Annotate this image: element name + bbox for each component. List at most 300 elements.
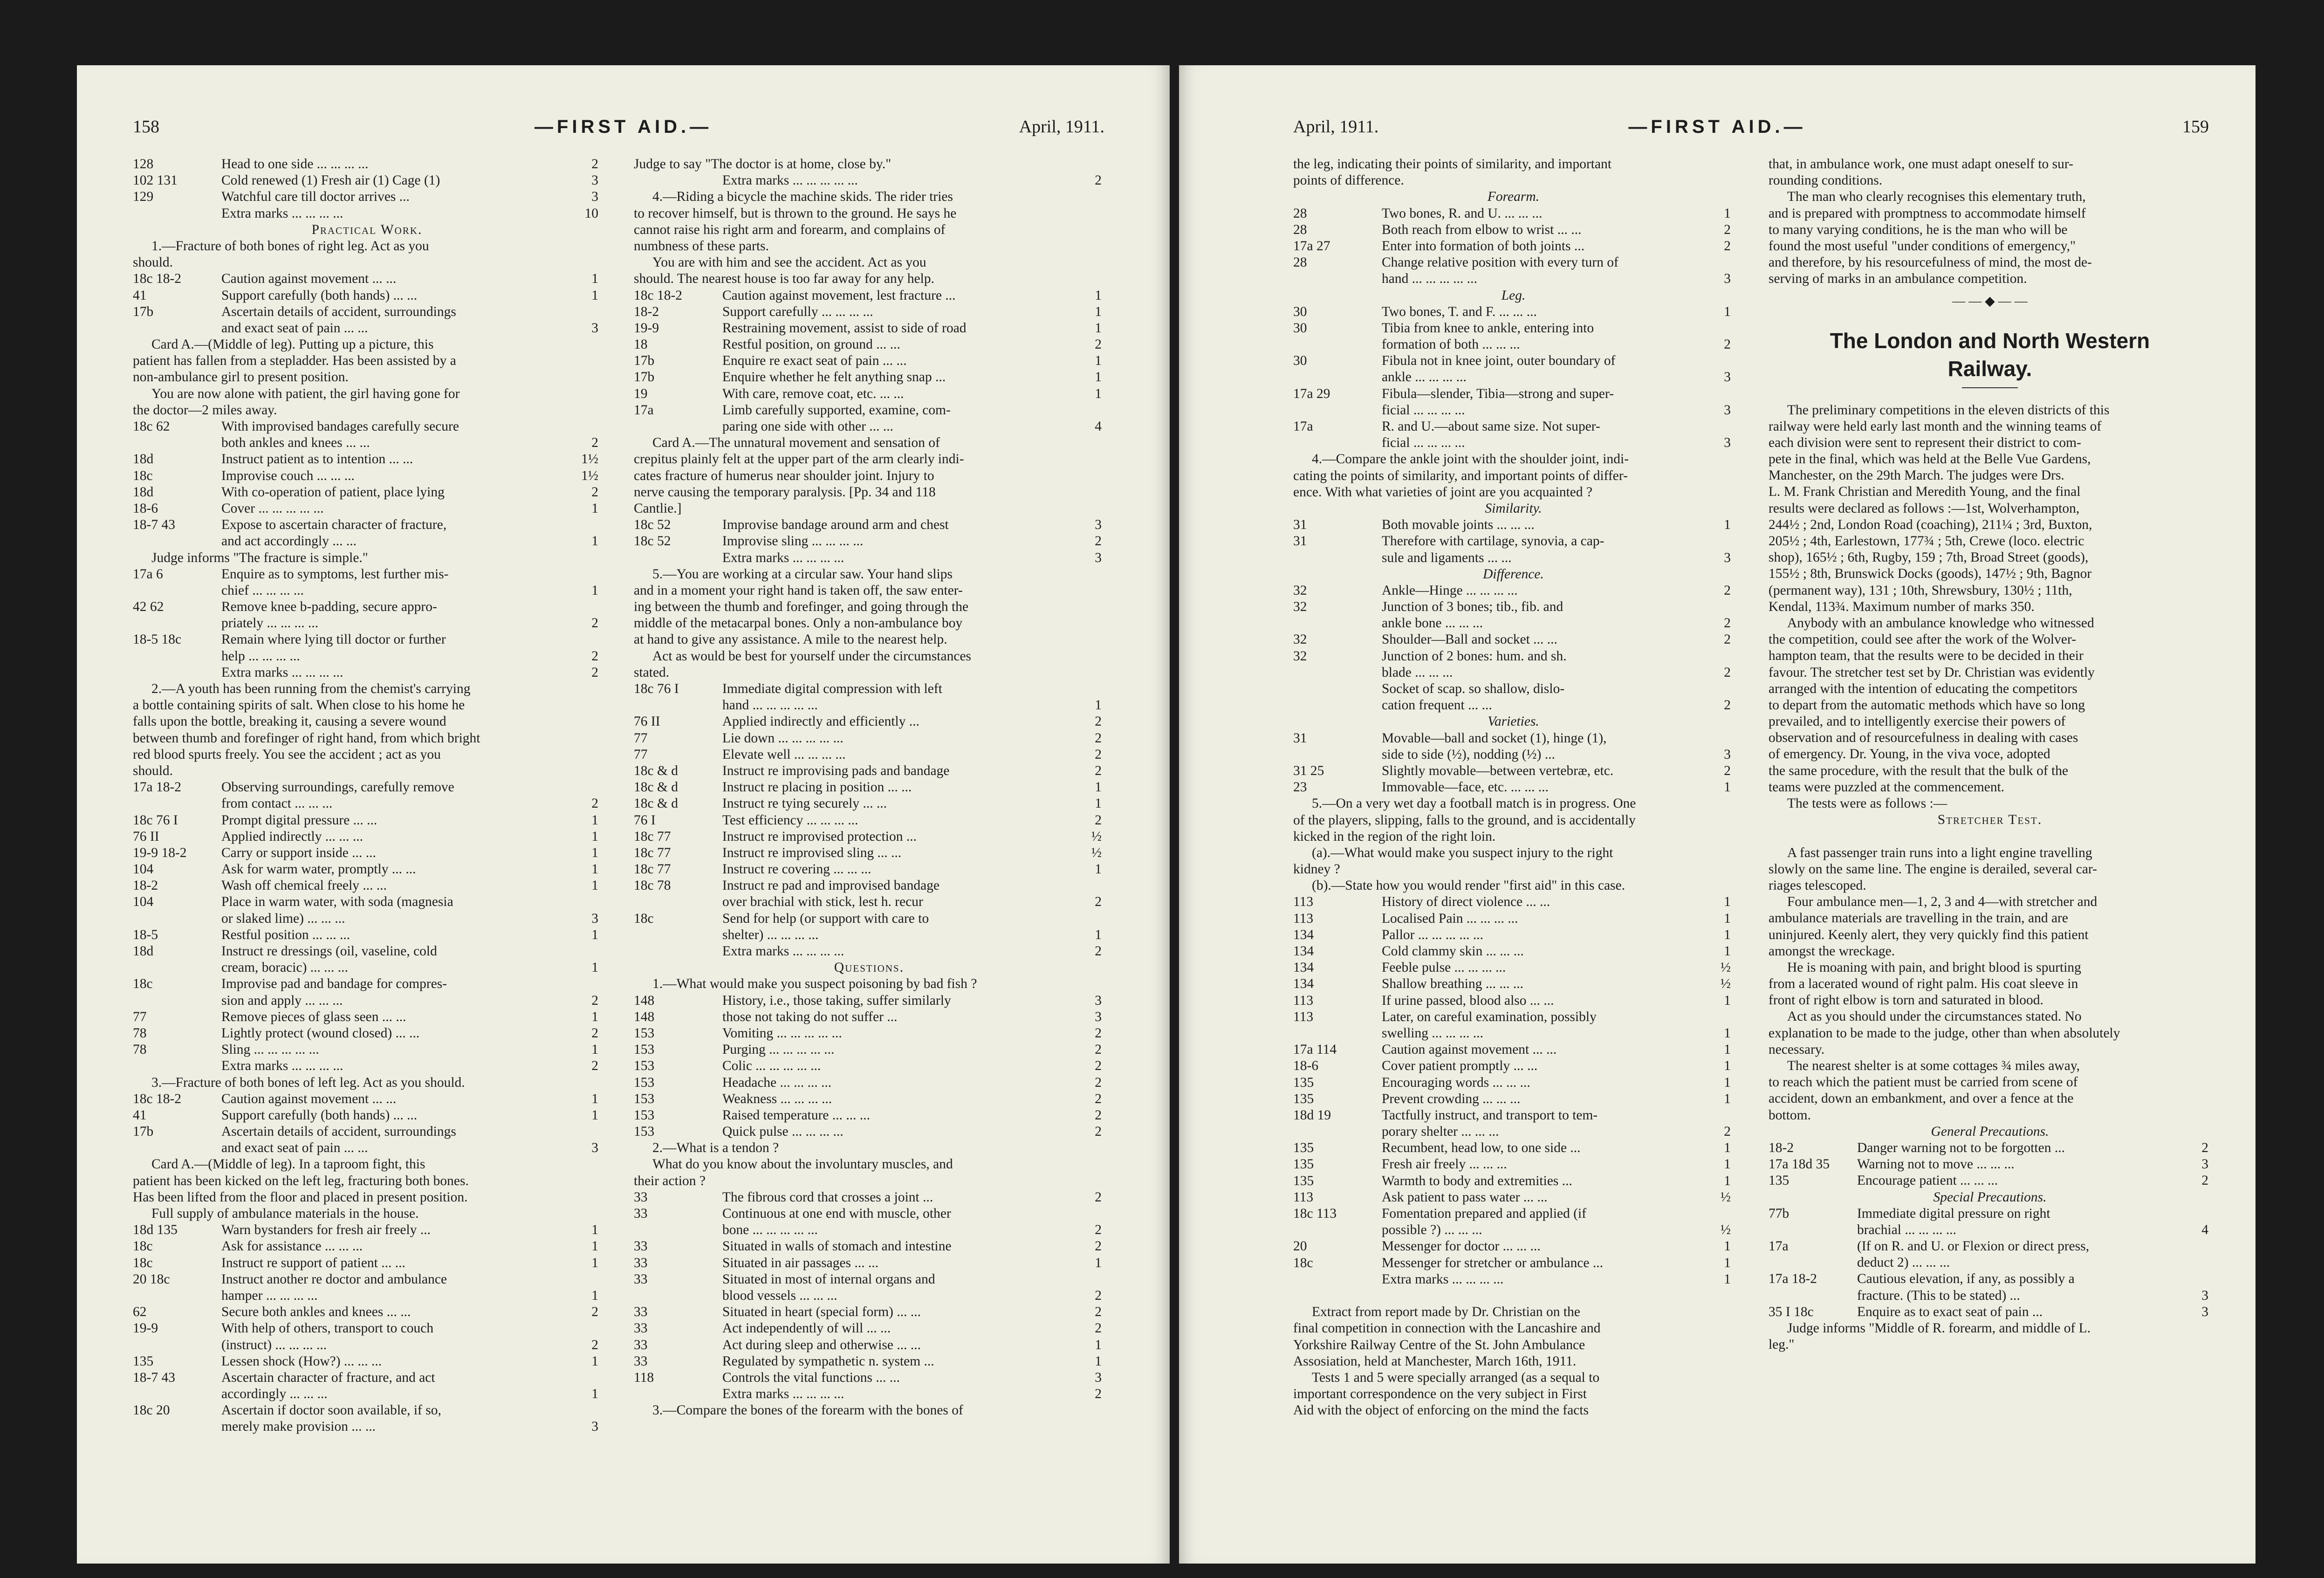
mark-description: Test efficiency ... ... ... ... xyxy=(722,812,858,828)
reference-code: 104 xyxy=(133,862,154,877)
reference-code: 20 xyxy=(1293,1239,1307,1254)
reference-code: 31 xyxy=(1293,517,1307,533)
paragraph-line: Has been lifted from the floor and placed in present position. xyxy=(133,1189,468,1205)
mark-row xyxy=(634,1124,1104,1140)
mark-description: Extra marks ... ... ... ... xyxy=(722,550,844,565)
reference-code: 17a 18-2 xyxy=(133,780,182,795)
mark-value: ½ xyxy=(1720,960,1731,975)
mark-value: 1 xyxy=(1724,206,1731,221)
mark-description: With improvised bandages carefully secure xyxy=(221,419,459,434)
mark-description: (instruct) ... ... ... ... xyxy=(221,1337,327,1352)
reference-code: 42 62 xyxy=(133,599,164,615)
paragraph-line: kidney ? xyxy=(1293,862,1340,877)
section-heading: Leg. xyxy=(1501,288,1526,303)
mark-value: 2 xyxy=(1724,616,1731,631)
reference-code: 18-2 xyxy=(634,304,659,319)
mark-value: 2 xyxy=(1095,747,1102,762)
mark-row xyxy=(1293,1140,1734,1156)
mark-value: 3 xyxy=(1095,1009,1102,1024)
mark-row xyxy=(1293,1271,1734,1288)
reference-code: 17a 18d 35 xyxy=(1769,1157,1830,1172)
mark-value: 2 xyxy=(591,484,598,500)
mark-value: 2 xyxy=(591,665,598,680)
mark-description: Situated in air passages ... ... xyxy=(722,1255,879,1270)
mark-description: Ascertain details of accident, surroundings xyxy=(221,304,456,319)
mark-description: Improvise bandage around arm and chest xyxy=(722,517,949,533)
right-page xyxy=(1179,65,2255,1564)
mark-row xyxy=(133,1091,601,1107)
mark-row xyxy=(1293,550,1734,566)
mark-row xyxy=(133,796,601,812)
paragraph-line: falls upon the bottle, breaking it, causing a severe wound xyxy=(133,714,446,729)
reference-code: 33 xyxy=(634,1353,648,1369)
mark-row xyxy=(1769,1156,2211,1173)
mark-description: Prevent crowding ... ... ... xyxy=(1382,1091,1521,1106)
mark-row xyxy=(133,599,601,615)
reference-code: 134 xyxy=(1293,976,1314,992)
mark-row xyxy=(1293,665,1734,681)
mark-value: 3 xyxy=(2201,1304,2208,1319)
mark-row xyxy=(1293,993,1734,1009)
mark-row xyxy=(133,484,601,501)
reference-code: 18-7 43 xyxy=(133,517,175,533)
mark-description: Instruct re dressings (oil, vaseline, cold xyxy=(221,944,437,959)
reference-code: 76 I xyxy=(634,812,656,828)
reference-code: 17a xyxy=(1769,1239,1789,1254)
mark-value: 2 xyxy=(1095,1386,1102,1402)
mark-row xyxy=(1293,730,1734,747)
mark-value: 3 xyxy=(1095,517,1102,533)
left-page xyxy=(77,65,1170,1564)
reference-code: 28 xyxy=(1293,255,1307,270)
mark-row xyxy=(1293,681,1734,697)
mark-row xyxy=(1293,254,1734,271)
mark-value: 1½ xyxy=(581,452,598,467)
paragraph-line: patient has been kicked on the left leg, fracturing both bones. xyxy=(133,1173,469,1188)
mark-row xyxy=(1293,353,1734,369)
mark-row xyxy=(1769,1238,2211,1255)
mark-description: Place in warm water, with soda (magnesia xyxy=(221,894,453,910)
mark-description: Restful position ... ... ... xyxy=(221,927,350,942)
mark-description: Continuous at one end with muscle, other xyxy=(722,1206,951,1221)
mark-value: 1½ xyxy=(581,468,598,483)
paragraph-line: The nearest shelter is at some cottages ¾ miles away, xyxy=(1787,1058,2080,1073)
reference-code: 153 xyxy=(634,1124,655,1139)
paragraph-line: (permanent way), 131 ; 10th, Shrewsbury, 130½ ; 11th, xyxy=(1769,583,2072,598)
mark-row xyxy=(133,1419,601,1435)
mark-row xyxy=(133,812,601,829)
mark-value: 1 xyxy=(591,1386,598,1402)
mark-description: hand ... ... ... ... ... xyxy=(722,698,818,713)
mark-value: 1 xyxy=(1724,1025,1731,1041)
mark-description: Regulated by sympathetic n. system ... xyxy=(722,1353,934,1369)
mark-description: Weakness ... ... ... ... xyxy=(722,1091,832,1106)
mark-description: Remove knee b-padding, secure appro- xyxy=(221,599,437,615)
paragraph-line: The preliminary competitions in the eleven districts of this xyxy=(1787,402,2110,418)
mark-description: ankle ... ... ... ... xyxy=(1382,370,1467,385)
reference-code: 129 xyxy=(133,189,154,205)
mark-value: 1 xyxy=(591,1107,598,1123)
paragraph-line: Anybody with an ambulance knowledge who witnessed xyxy=(1787,615,2094,631)
mark-description: bone ... ... ... ... ... xyxy=(722,1222,818,1238)
mark-description: Remain where lying till doctor or further xyxy=(221,632,446,647)
mark-row xyxy=(1293,222,1734,238)
mark-value: 2 xyxy=(1724,337,1731,352)
reference-code: 18c & d xyxy=(634,780,679,795)
paragraph-line: each division were sent to represent their district to com- xyxy=(1769,435,2081,450)
mark-description: Both movable joints ... ... ... xyxy=(1382,517,1535,533)
paragraph-line: kicked in the region of the right loin. xyxy=(1293,829,1496,844)
reference-code: 18c xyxy=(133,976,153,992)
reference-code: 134 xyxy=(1293,927,1314,942)
mark-description: Head to one side ... ... ... ... xyxy=(221,157,369,172)
mark-description: Lightly protect (wound closed) ... ... xyxy=(221,1025,420,1041)
mark-row xyxy=(1293,1042,1734,1058)
mark-value: 3 xyxy=(1724,435,1731,451)
reference-code: 102 131 xyxy=(133,173,178,188)
paragraph-line: Judge informs "Middle of R. forearm, and middle of L. xyxy=(1787,1321,2091,1336)
mark-description: Applied indirectly ... ... ... xyxy=(221,829,363,844)
paragraph-line: Judge informs "The fracture is simple." xyxy=(151,550,368,565)
mark-value: 2 xyxy=(1095,730,1102,746)
mark-description: merely make provision ... ... xyxy=(221,1419,376,1434)
mark-row xyxy=(1769,1288,2211,1304)
mark-description: Elevate well ... ... ... ... xyxy=(722,747,846,762)
mark-description: Remove pieces of glass seen ... ... xyxy=(221,1009,406,1024)
paragraph-line: The tests were as follows :— xyxy=(1787,796,1947,811)
paragraph-line: prevailed, and to intelligently exercise their powers of xyxy=(1769,714,2066,729)
mark-row xyxy=(1293,320,1734,336)
mark-description: Enquire re exact seat of pain ... ... xyxy=(722,353,907,369)
mark-row xyxy=(133,1320,601,1337)
reference-code: 18c 52 xyxy=(634,534,671,549)
paragraph-line: favour. The stretcher test set by Dr. Christian was evidently xyxy=(1769,665,2095,680)
paragraph-line: (a).—What would make you suspect injury to the right xyxy=(1312,845,1613,860)
mark-description: Lie down ... ... ... ... ... xyxy=(722,730,843,746)
mark-row xyxy=(133,861,601,878)
mark-value: 1 xyxy=(591,829,598,844)
mark-row xyxy=(1293,206,1734,222)
mark-description: Situated in most of internal organs and xyxy=(722,1271,935,1287)
paragraph-line: the same procedure, with the result that the bulk of the xyxy=(1769,763,2069,778)
mark-row xyxy=(1293,960,1734,976)
mark-description: Ankle—Hinge ... ... ... ... xyxy=(1382,583,1518,598)
paragraph-line: middle of the metacarpal bones. Only a non-ambulance boy xyxy=(634,616,963,631)
mark-description: or slaked lime) ... ... ... xyxy=(221,911,345,926)
reference-code: 18c 18-2 xyxy=(133,271,182,287)
section-heading: Difference. xyxy=(1483,566,1544,582)
mark-description: Headache ... ... ... ... xyxy=(722,1075,832,1090)
mark-row xyxy=(634,812,1104,829)
right-column-1 xyxy=(1293,156,1734,1508)
reference-code: 32 xyxy=(1293,583,1307,598)
mark-row xyxy=(634,747,1104,763)
mark-description: Localised Pain ... ... ... ... xyxy=(1382,911,1518,926)
paragraph-line: accident, down an embankment, and over a fence at the xyxy=(1769,1091,2074,1106)
mark-description: formation of both ... ... ... xyxy=(1382,337,1520,352)
mark-description: Ascertain details of accident, surroundings xyxy=(221,1124,456,1139)
paragraph-line: points of difference. xyxy=(1293,173,1404,188)
mark-description: Expose to ascertain character of fracture, xyxy=(221,517,447,533)
mark-description: Extra marks ... ... ... ... xyxy=(722,944,844,959)
mark-value: 1 xyxy=(591,1009,598,1024)
mark-description: R. and U.—about same size. Not super- xyxy=(1382,419,1600,434)
mark-row xyxy=(634,911,1104,927)
paragraph-line: observation and of resourcefulness in dealing with cases xyxy=(1769,730,2078,746)
mark-description: (If on R. and U. or Flexion or direct press, xyxy=(1857,1239,2090,1254)
article-title-line: Railway. xyxy=(1947,356,2032,381)
mark-description: deduct 2) ... ... ... xyxy=(1857,1255,1950,1270)
mark-row xyxy=(634,730,1104,747)
paragraph-line: the competition, could see after the work of the Wolver- xyxy=(1769,632,2077,647)
mark-value: 1 xyxy=(1724,1271,1731,1287)
mark-row xyxy=(634,517,1104,533)
mark-row xyxy=(634,1058,1104,1074)
reference-code: 18d xyxy=(133,452,154,467)
reference-code: 76 II xyxy=(634,714,660,729)
reference-code: 78 xyxy=(133,1042,147,1057)
mark-row xyxy=(133,1009,601,1025)
mark-value: 2 xyxy=(1095,1189,1102,1205)
paragraph-line: 2.—A youth has been running from the chemist's carrying xyxy=(151,681,471,696)
mark-value: 3 xyxy=(1095,993,1102,1008)
mark-row xyxy=(634,320,1104,336)
mark-row xyxy=(133,451,601,467)
reference-code: 18c 76 I xyxy=(634,681,679,696)
mark-row xyxy=(634,1320,1104,1337)
mark-value: 1 xyxy=(1095,370,1102,385)
section-heading: Similarity. xyxy=(1485,501,1542,516)
mark-row xyxy=(634,1353,1104,1370)
mark-value: 1 xyxy=(591,583,598,598)
mark-row xyxy=(1293,927,1734,943)
mark-description: Extra marks ... ... ... ... xyxy=(221,206,343,221)
paragraph-line: at hand to give any assistance. A mile to the nearest help. xyxy=(634,632,947,647)
mark-value: 3 xyxy=(591,911,598,926)
reference-code: 28 xyxy=(1293,222,1307,237)
mark-description: Cold clammy skin ... ... ... xyxy=(1382,944,1524,959)
mark-description: Immediate digital pressure on right xyxy=(1857,1206,2050,1221)
mark-value: 1 xyxy=(1724,944,1731,959)
mark-row xyxy=(133,419,601,435)
paragraph-line: 4.—Compare the ankle joint with the shoulder joint, indi- xyxy=(1312,452,1629,467)
mark-value: 2 xyxy=(1724,698,1731,713)
mark-row xyxy=(1293,1058,1734,1074)
mark-value: 1 xyxy=(591,534,598,549)
mark-description: Situated in heart (special form) ... ... xyxy=(722,1304,921,1320)
mark-description: Caution against movement ... ... xyxy=(221,271,397,287)
reference-code: 17b xyxy=(133,304,154,319)
mark-description: Encouraging words ... ... ... xyxy=(1382,1075,1530,1090)
mark-value: 2 xyxy=(591,993,598,1008)
paragraph-line: Four ambulance men—1, 2, 3 and 4—with stretcher and xyxy=(1787,894,2098,910)
mark-description: Vomiting ... ... ... ... ... xyxy=(722,1025,842,1041)
mark-value: 1 xyxy=(1724,894,1731,910)
reference-code: 32 xyxy=(1293,599,1307,615)
mark-value: 2 xyxy=(1095,812,1102,828)
reference-code: 17b xyxy=(133,1124,154,1139)
mark-description: Instruct re improvised protection ... xyxy=(722,829,917,844)
mark-row xyxy=(1293,1206,1734,1222)
mark-row xyxy=(133,172,601,189)
mark-value: 2 xyxy=(2201,1173,2208,1188)
reference-code: 17a 27 xyxy=(1293,238,1330,254)
mark-value: 1 xyxy=(1095,1255,1102,1270)
paragraph-line: L. M. Frank Christian and Meredith Young, and the final xyxy=(1769,484,2081,500)
mark-description: Instruct re support of patient ... ... xyxy=(221,1255,405,1270)
mark-row xyxy=(634,1091,1104,1107)
mark-value: 3 xyxy=(1724,550,1731,565)
reference-code: 18d xyxy=(133,484,154,500)
mark-value: 3 xyxy=(591,189,598,205)
mark-row xyxy=(1293,1107,1734,1124)
mark-row xyxy=(634,1271,1104,1288)
reference-code: 33 xyxy=(634,1206,648,1221)
paragraph-line: numbness of these parts. xyxy=(634,238,769,254)
paragraph-line: pete in the final, which was held at the Belle Vue Gardens, xyxy=(1769,452,2091,467)
mark-value: 3 xyxy=(1724,271,1731,287)
mark-description: Controls the vital functions ... ... xyxy=(722,1370,900,1385)
paragraph-line: should. xyxy=(133,763,173,778)
mark-row xyxy=(634,1042,1104,1058)
mark-description: If urine passed, blood also ... ... xyxy=(1382,993,1554,1008)
mark-value: 1 xyxy=(591,878,598,893)
mark-row xyxy=(133,1042,601,1058)
mark-value: 3 xyxy=(1724,370,1731,385)
mark-row xyxy=(133,779,601,796)
mark-value: 1 xyxy=(591,1042,598,1057)
mark-description: Slightly movable—between vertebræ, etc. xyxy=(1382,763,1614,778)
mark-description: Wash off chemical freely ... ... xyxy=(221,878,387,893)
mark-row xyxy=(1293,533,1734,549)
reference-code: 41 xyxy=(133,1107,147,1123)
paragraph-line: patient has fallen from a stepladder. Has been assisted by a xyxy=(133,353,456,369)
reference-code: 17a xyxy=(634,402,654,418)
mark-row xyxy=(1293,747,1734,763)
paragraph-line: their action ? xyxy=(634,1173,706,1188)
paragraph-line: stated. xyxy=(634,665,670,680)
mark-row xyxy=(1293,1222,1734,1238)
paragraph-line: Card A.—(Middle of leg). Putting up a picture, this xyxy=(151,337,434,352)
reference-code: 32 xyxy=(1293,632,1307,647)
reference-code: 18c 62 xyxy=(133,419,170,434)
mark-description: Instruct patient as to intention ... ... xyxy=(221,452,413,467)
mark-description: possible ?) ... ... ... xyxy=(1382,1222,1482,1238)
mark-row xyxy=(1293,1189,1734,1206)
right-column-2 xyxy=(1769,156,2211,1508)
paragraph-line: hampton team, that the results were to be decided in their xyxy=(1769,648,2084,664)
mark-row xyxy=(634,1206,1104,1222)
mark-description: Immediate digital compression with left xyxy=(722,681,942,696)
mark-row xyxy=(133,845,601,861)
mark-description: Observing surroundings, carefully remove xyxy=(221,780,454,795)
reference-code: 33 xyxy=(634,1271,648,1287)
paragraph-line: to depart from the automatic methods which have so long xyxy=(1769,697,2085,713)
paragraph-line: Tests 1 and 5 were specially arranged (as a sequal to xyxy=(1312,1370,1600,1385)
reference-code: 135 xyxy=(1293,1173,1314,1188)
right-page-header xyxy=(1179,117,2255,144)
mark-value: 1 xyxy=(1095,1337,1102,1352)
mark-value: 3 xyxy=(591,1419,598,1434)
mark-value: 2 xyxy=(1095,1288,1102,1303)
mark-value: 1 xyxy=(591,927,598,942)
paragraph-line: Judge to say "The doctor is at home, close by." xyxy=(634,157,891,172)
mark-row xyxy=(1293,976,1734,992)
mark-row xyxy=(133,1353,601,1370)
section-heading: Practical Work. xyxy=(311,222,423,237)
mark-description: Instruct re improvising pads and bandage xyxy=(722,763,950,778)
reference-code: 148 xyxy=(634,1009,655,1024)
paragraph-line: explanation to be made to the judge, other than when absolutely xyxy=(1769,1025,2120,1041)
mark-description: Instruct re covering ... ... ... xyxy=(722,862,871,877)
mark-description: side to side (½), nodding (½) ... xyxy=(1382,747,1555,762)
reference-code: 19-9 18-2 xyxy=(133,845,187,860)
mark-description: Extra marks ... ... ... ... xyxy=(722,1386,844,1402)
mark-row xyxy=(1293,1156,1734,1173)
mark-value: 1 xyxy=(1095,386,1102,401)
mark-description: help ... ... ... ... xyxy=(221,648,300,664)
reference-code: 148 xyxy=(634,993,655,1008)
reference-code: 134 xyxy=(1293,944,1314,959)
section-heading: Questions. xyxy=(834,960,905,975)
reference-code: 18c xyxy=(1293,1255,1313,1270)
mark-row xyxy=(1769,1304,2211,1320)
reference-code: 18d 135 xyxy=(133,1222,178,1238)
paragraph-line: ing between the thumb and forefinger, and going through the xyxy=(634,599,969,615)
mark-row xyxy=(634,288,1104,304)
reference-code: 18c 20 xyxy=(133,1403,170,1418)
mark-description: paring one side with other ... ... xyxy=(722,419,894,434)
mark-row xyxy=(133,271,601,287)
article-intro xyxy=(1769,156,2211,288)
mark-row xyxy=(1293,648,1734,665)
mark-row xyxy=(634,779,1104,796)
mark-description: Messenger for doctor ... ... ... xyxy=(1382,1239,1541,1254)
reference-code: 41 xyxy=(133,288,147,303)
reference-code: 33 xyxy=(634,1239,648,1254)
mark-row xyxy=(133,468,601,484)
mark-description: Applied indirectly and efficiently ... xyxy=(722,714,919,729)
mark-row xyxy=(634,550,1104,566)
mark-row xyxy=(133,1271,601,1288)
mark-description: swelling ... ... ... ... xyxy=(1382,1025,1483,1041)
mark-row xyxy=(1293,419,1734,435)
paragraph-line: railway were held early last month and the winning teams of xyxy=(1769,419,2102,434)
paragraph-line: important correspondence on the very subject in First xyxy=(1293,1386,1587,1402)
mark-value: 1 xyxy=(591,501,598,516)
reference-code: 19 xyxy=(634,386,648,401)
reference-code: 135 xyxy=(133,1353,154,1369)
section-heading: General Precautions. xyxy=(1931,1124,2049,1139)
reference-code: 113 xyxy=(1293,993,1314,1008)
paragraph-line: necessary. xyxy=(1769,1042,1825,1057)
mark-row xyxy=(133,927,601,943)
paragraph-line: should. The nearest house is too far away for any help. xyxy=(634,271,934,287)
reference-code: 30 xyxy=(1293,353,1307,369)
paragraph-line: 5.—You are working at a circular saw. Your hand slips xyxy=(652,566,953,582)
mark-row xyxy=(1293,1238,1734,1255)
mark-value: 1 xyxy=(591,960,598,975)
paragraph-line: Card A.—(Middle of leg). In a taproom fight, this xyxy=(151,1157,425,1172)
mark-description: Caution against movement ... ... xyxy=(1382,1042,1557,1057)
paragraph-line: 3.—Compare the bones of the forearm with the bones of xyxy=(652,1403,963,1418)
section-heading: Forearm. xyxy=(1487,189,1540,205)
mark-description: chief ... ... ... ... xyxy=(221,583,304,598)
mark-description: fracture. (This to be stated) ... xyxy=(1857,1288,2020,1303)
reference-code: 153 xyxy=(634,1075,655,1090)
mark-row xyxy=(1769,1255,2211,1271)
mark-value: 2 xyxy=(1724,665,1731,680)
